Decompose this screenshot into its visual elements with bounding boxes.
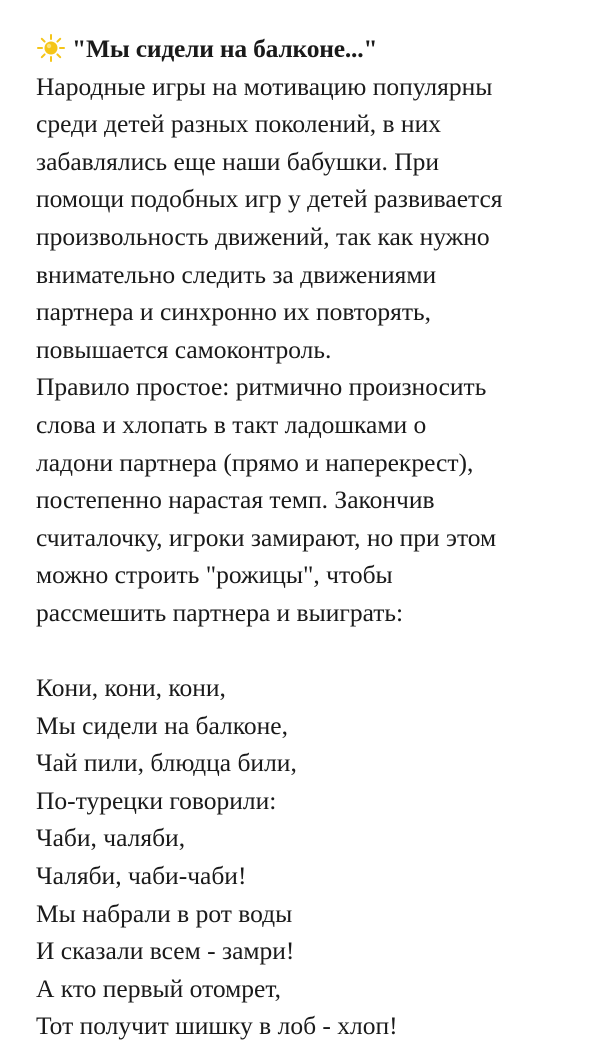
- poem-line: Мы сидели на балконе,: [36, 710, 288, 740]
- text-line: Народные игры на мотивацию популярны: [36, 71, 493, 101]
- text-line: Правило простое: ритмично произносить: [36, 372, 487, 402]
- poem-line: А кто первый отомрет,: [36, 973, 281, 1003]
- post-body: [36, 30, 576, 1045]
- paragraph-spacer: [36, 632, 576, 670]
- poem-line: Мы набрали в рот воды: [36, 898, 293, 928]
- paragraph-intro: [36, 68, 576, 369]
- poem-line: Чай пили, блюдца били,: [36, 748, 297, 778]
- post-title: "Мы сидели на балконе...": [72, 34, 378, 63]
- poem-line: Чаби, чаляби,: [36, 823, 186, 853]
- poem: [36, 669, 576, 1045]
- sun-icon: [36, 33, 66, 63]
- paragraph-rules: [36, 368, 576, 631]
- poem-line: По-турецки говорили:: [36, 785, 277, 815]
- text-line: можно строить "рожицы", чтобы: [36, 560, 393, 590]
- text-line: слова и хлопать в такт ладошками о: [36, 409, 427, 439]
- post-title-line: [36, 30, 576, 68]
- text-line: внимательно следить за движениями: [36, 259, 437, 289]
- text-line: забавлялись еще наши бабушки. При: [36, 146, 440, 176]
- poem-line: Чаляби, чаби-чаби!: [36, 861, 247, 891]
- text-line: помощи подобных игр у детей развивается: [36, 184, 503, 214]
- text-line: среди детей разных поколений, в них: [36, 109, 441, 139]
- text-line: постепенно нарастая темп. Закончив: [36, 485, 435, 515]
- poem-line: Тот получит шишку в лоб - хлоп!: [36, 1011, 398, 1041]
- poem-line: И сказали всем - замри!: [36, 936, 295, 966]
- poem-line: Кони, кони, кони,: [36, 673, 226, 703]
- text-line: ладони партнера (прямо и наперекрест),: [36, 447, 474, 477]
- text-line: рассмешить партнера и выиграть:: [36, 597, 404, 627]
- text-line: произвольность движений, так как нужно: [36, 221, 490, 251]
- text-line: партнера и синхронно их повторять,: [36, 297, 431, 327]
- text-line: повышается самоконтроль.: [36, 334, 332, 364]
- text-line: считалочку, игроки замирают, но при этом: [36, 522, 497, 552]
